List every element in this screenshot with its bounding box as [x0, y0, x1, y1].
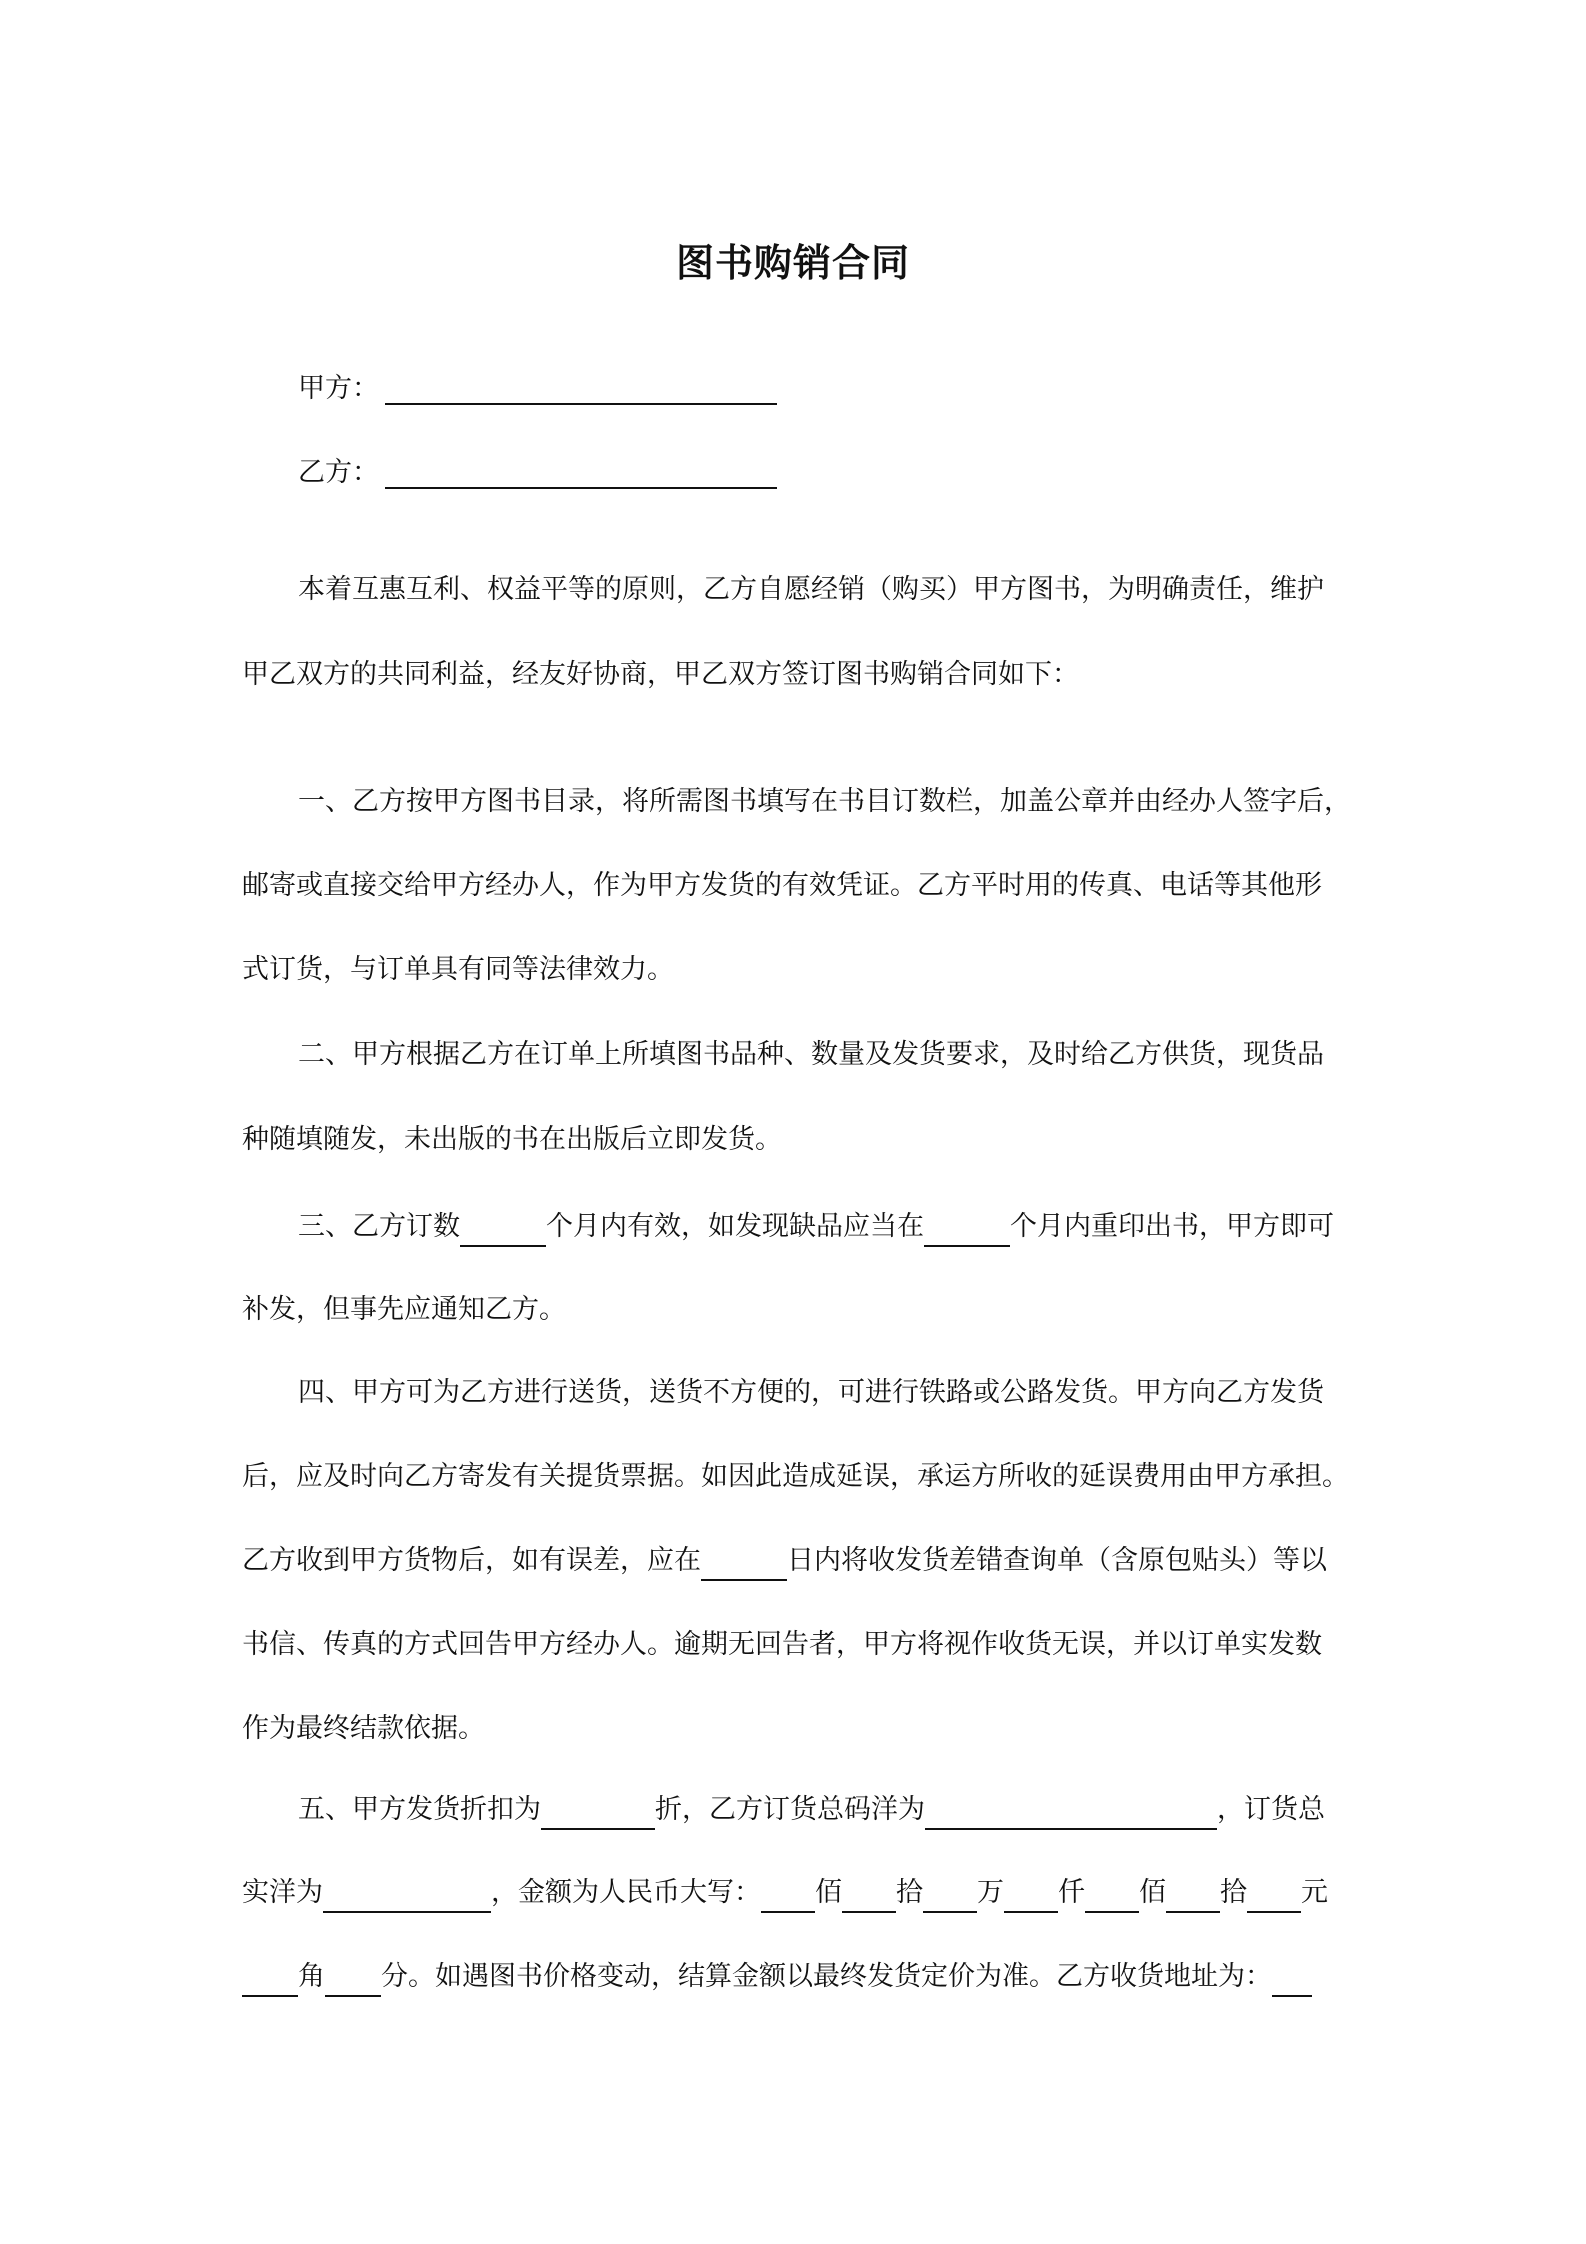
amount-wan-blank[interactable]	[923, 1879, 977, 1913]
clause-5-text-c: ，订货总	[1217, 1794, 1325, 1825]
party-a-label: 甲方：	[298, 373, 379, 404]
intro-line-2: 甲乙双方的共同利益，经友好协商，甲乙双方签订图书购销合同如下：	[242, 659, 1079, 690]
clause-5-line-1	[298, 1790, 1354, 1830]
amount-shi2-blank[interactable]	[1166, 1879, 1220, 1913]
unit-yuan: 元	[1301, 1877, 1328, 1908]
clause-5-line-3	[242, 1957, 1354, 1997]
clause-3-text-b: 个月内有效，如发现缺品应当在	[546, 1211, 924, 1242]
reprint-months-blank[interactable]	[924, 1213, 1010, 1247]
party-b-label: 乙方：	[298, 457, 379, 488]
clause-5-line-2	[242, 1873, 1354, 1913]
clause-3-text-a: 三、乙方订数	[298, 1211, 460, 1242]
clause-5-text-a: 五、甲方发货折扣为	[298, 1794, 541, 1825]
party-a-row	[298, 366, 777, 405]
unit-jiao: 角	[298, 1961, 325, 1992]
unit-bai-2: 佰	[1139, 1877, 1166, 1908]
amount-bai-blank[interactable]	[761, 1879, 815, 1913]
clause-4-line-2: 后，应及时向乙方寄发有关提货票据。如因此造成延误，承运方所收的延误费用由甲方承担。	[242, 1461, 1349, 1492]
clause-1-line-1: 一、乙方按甲方图书目录，将所需图书填写在书目订数栏，加盖公章并由经办人签字后，	[298, 786, 1351, 817]
amount-qian-blank[interactable]	[1004, 1879, 1058, 1913]
clause-5-text-d: 实洋为	[242, 1877, 323, 1908]
clause-5-text-b: 折，乙方订货总码洋为	[655, 1794, 925, 1825]
clause-4-line-4: 书信、传真的方式回告甲方经办人。逾期无回告者，甲方将视作收货无误，并以订单实发数	[242, 1629, 1322, 1660]
discount-blank[interactable]	[541, 1796, 655, 1830]
clause-2-line-2: 种随填随发，未出版的书在出版后立即发货。	[242, 1124, 782, 1155]
amount-jiao-blank[interactable]	[242, 1963, 298, 1997]
clause-3-text-c: 个月内重印出书，甲方即可	[1010, 1211, 1334, 1242]
clause-3-line-1	[298, 1207, 1354, 1247]
unit-shi: 拾	[896, 1877, 923, 1908]
clause-4-text-a: 乙方收到甲方货物后，如有误差，应在	[242, 1545, 701, 1576]
clause-4-line-5: 作为最终结款依据。	[242, 1713, 485, 1744]
clause-5-text-f: 分。如遇图书价格变动，结算金额以最终发货定价为准。乙方收货地址为：	[381, 1961, 1272, 1992]
net-price-blank[interactable]	[323, 1879, 491, 1913]
amount-shi-blank[interactable]	[842, 1879, 896, 1913]
order-validity-months-blank[interactable]	[460, 1213, 546, 1247]
discrepancy-days-blank[interactable]	[701, 1547, 787, 1581]
clause-4-line-3	[242, 1541, 1354, 1581]
delivery-address-blank[interactable]	[1272, 1963, 1312, 1997]
unit-bai: 佰	[815, 1877, 842, 1908]
unit-qian: 仟	[1058, 1877, 1085, 1908]
amount-yuan-blank[interactable]	[1247, 1879, 1301, 1913]
clause-3-line-2: 补发，但事先应通知乙方。	[242, 1294, 566, 1325]
total-list-price-blank[interactable]	[925, 1796, 1217, 1830]
party-b-row	[298, 450, 777, 489]
clause-4-line-1: 四、甲方可为乙方进行送货，送货不方便的，可进行铁路或公路发货。甲方向乙方发货	[298, 1377, 1324, 1408]
unit-wan: 万	[977, 1877, 1004, 1908]
party-a-blank[interactable]	[385, 369, 777, 405]
clause-1-line-2: 邮寄或直接交给甲方经办人，作为甲方发货的有效凭证。乙方平时用的传真、电话等其他形	[242, 870, 1322, 901]
amount-fen-blank[interactable]	[325, 1963, 381, 1997]
document-title: 图书购销合同	[675, 241, 910, 285]
clause-4-text-b: 日内将收发货差错查询单（含原包贴头）等以	[787, 1545, 1327, 1576]
clause-2-line-1: 二、甲方根据乙方在订单上所填图书品种、数量及发货要求，及时给乙方供货，现货品	[298, 1039, 1324, 1070]
intro-line-1: 本着互惠互利、权益平等的原则，乙方自愿经销（购买）甲方图书，为明确责任，维护	[298, 574, 1324, 605]
amount-bai2-blank[interactable]	[1085, 1879, 1139, 1913]
party-b-blank[interactable]	[385, 453, 777, 489]
clause-1-line-3: 式订货，与订单具有同等法律效力。	[242, 954, 674, 985]
clause-5-text-e: ，金额为人民币大写：	[491, 1877, 761, 1908]
unit-shi-2: 拾	[1220, 1877, 1247, 1908]
